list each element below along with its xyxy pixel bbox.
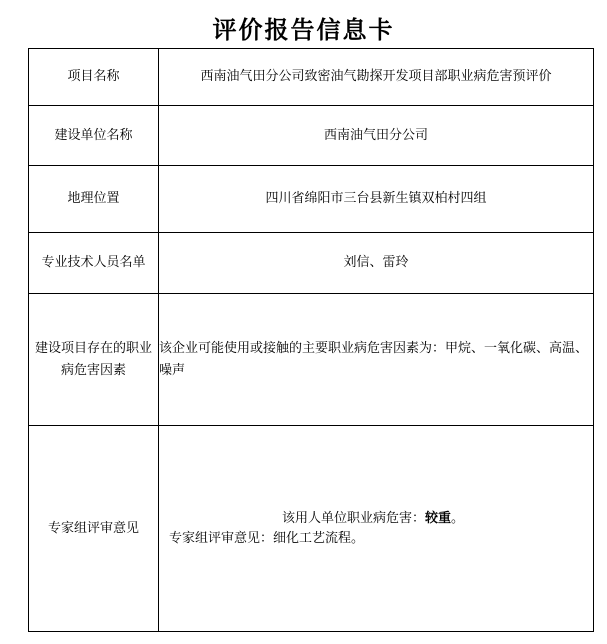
hazard-level-value: 较重: [425, 510, 452, 526]
expert-opinion-label: 专家组评审意见: [29, 426, 159, 632]
table-row-location: [29, 166, 594, 233]
construction-unit-label: 建设单位名称: [29, 106, 159, 166]
location-label: 地理位置: [29, 166, 159, 233]
hazard-factors-value: 该企业可能使用或接触的主要职业病危害因素为：甲烷、一氧化碳、高温、噪声: [159, 294, 594, 426]
table-row-construction-unit: [29, 106, 594, 166]
project-name-label: 项目名称: [29, 49, 159, 106]
hazard-level-line: [159, 509, 593, 529]
personnel-label: 专业技术人员名单: [29, 233, 159, 294]
expert-opinion-cell: [159, 426, 594, 632]
info-card-table: [28, 48, 594, 632]
expert-opinion-text: 专家组评审意见：细化工艺流程。: [169, 530, 365, 546]
hazard-level-prefix: 该用人单位职业病危害：: [282, 510, 426, 526]
page-title: 评价报告信息卡: [212, 16, 395, 44]
table-row-hazard-factors: [29, 294, 594, 426]
hazard-level-suffix: 。: [451, 510, 465, 526]
table-row-project-name: [29, 49, 594, 106]
project-name-value: 西南油气田分公司致密油气勘探开发项目部职业病危害预评价: [159, 49, 594, 106]
location-value: 四川省绵阳市三台县新生镇双柏村四组: [159, 166, 594, 233]
table-row-personnel: [29, 233, 594, 294]
construction-unit-value: 西南油气田分公司: [159, 106, 594, 166]
personnel-value: 刘信、雷玲: [159, 233, 594, 294]
hazard-factors-label: 建设项目存在的职业病危害因素: [29, 294, 159, 426]
table-row-expert-opinion: [29, 426, 594, 632]
